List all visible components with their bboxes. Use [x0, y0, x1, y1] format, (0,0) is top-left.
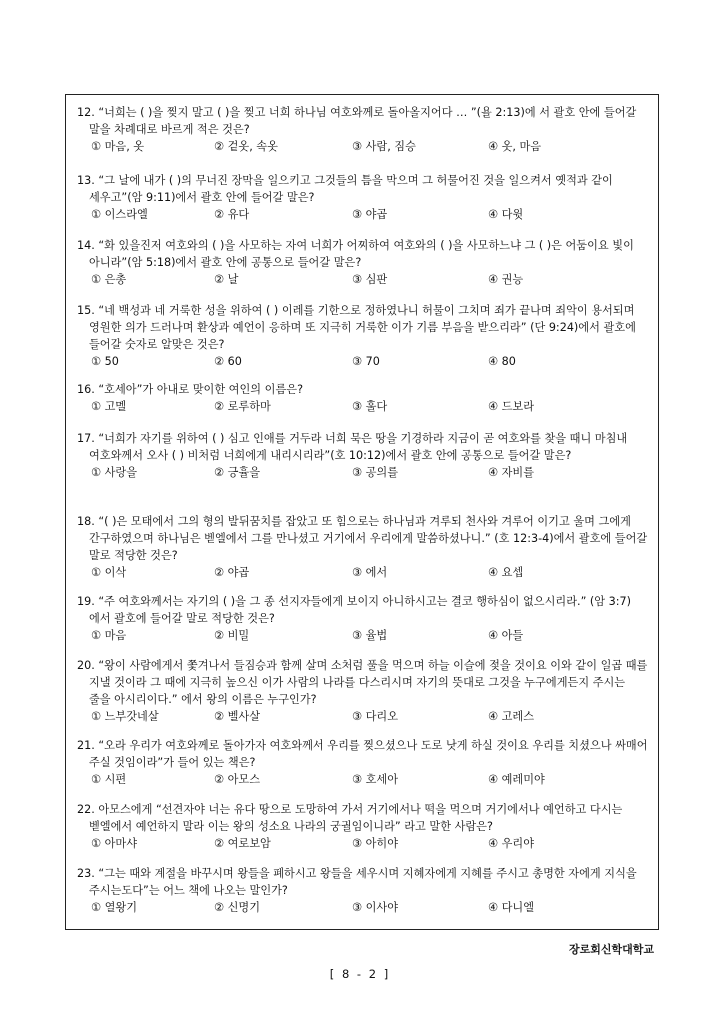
option-4[interactable]: ④ 다니엘	[488, 901, 535, 914]
question-23	[77, 865, 649, 916]
option-3[interactable]: ③ 호세아	[352, 773, 399, 786]
page-number: [ 8 - 2 ]	[329, 967, 391, 981]
option-3[interactable]: ③ 공의를	[352, 466, 399, 479]
option-2[interactable]: ② 아모스	[214, 773, 261, 786]
question-stem: 17. “너희가 자기를 위하여 ( ) 심고 인애를 거두라 너희 묵은 땅을 기경하라 지금이 곧 여호와를 찾을 때니 마침내 여호와께서 오사 ( ) 비처럼 너희에게 내리시리라”(호 10:12)에서 괄호 안에 공통으로 들어갈 말은?	[77, 432, 628, 462]
question-stem: 12. “너희는 ( )을 찢지 말고 ( )을 찢고 너희 하나님 여호와께로 돌아올지어다 … ”(욜 2:13)에 서 괄호 안에 들어갈 말을 차례대로 바르게 적은 것은?	[77, 106, 637, 136]
question-stem: 19. “주 여호와께서는 자기의 ( )을 그 종 선지자들에게 보이지 아니하시고는 결코 행하심이 없으시리라.” (암 3:7)에서 괄호에 들어갈 말로 적당한 것은?	[77, 595, 632, 625]
options-row	[77, 899, 649, 916]
options-row	[77, 464, 649, 481]
options-row	[77, 138, 649, 155]
question-stem: 21. “오라 우리가 여호와께로 돌아가자 여호와께서 우리를 찢으셨으나 도로 낫게 하실 것이요 우리를 치셨으나 싸매어 주실 것임이라”가 들어 있는 책은?	[77, 739, 648, 769]
option-1[interactable]: ① 열왕기	[91, 901, 138, 914]
options-row	[77, 771, 649, 788]
question-14	[77, 237, 649, 288]
school-name: 장로회신학대학교	[568, 943, 654, 956]
question-stem: 14. “화 있을진저 여호와의 ( )을 사모하는 자여 너희가 어찌하여 여호와의 ( )을 사모하느냐 그 ( )은 어둠이요 빛이 아니라”(암 5:18)에서 괄호 안에 공통으로 들어갈 말은?	[77, 239, 634, 269]
question-22	[77, 801, 649, 852]
option-4[interactable]: ④ 요셉	[488, 566, 524, 579]
option-1[interactable]: ① 느부갓네살	[91, 710, 159, 723]
question-19	[77, 593, 649, 644]
option-3[interactable]: ③ 다리오	[352, 710, 399, 723]
option-2[interactable]: ② 야곱	[214, 566, 250, 579]
option-4[interactable]: ④ 고레스	[488, 710, 535, 723]
option-1[interactable]: ① 은총	[91, 273, 127, 286]
option-4[interactable]: ④ 자비를	[488, 466, 535, 479]
option-2[interactable]: ② 여로보암	[214, 837, 271, 850]
option-2[interactable]: ② 비밀	[214, 629, 250, 642]
question-21	[77, 737, 649, 788]
question-stem: 16. “호세아”가 아내로 맞이한 여인의 이름은?	[77, 383, 304, 396]
option-3[interactable]: ③ 이사야	[352, 901, 399, 914]
question-20	[77, 657, 649, 725]
option-1[interactable]: ① 고멜	[91, 400, 127, 413]
options-row	[77, 353, 649, 370]
option-3[interactable]: ③ 훌다	[352, 400, 388, 413]
option-4[interactable]: ④ 80	[488, 355, 516, 368]
option-2[interactable]: ② 로루하마	[214, 400, 271, 413]
option-1[interactable]: ① 마음	[91, 629, 127, 642]
option-3[interactable]: ③ 70	[352, 355, 380, 368]
question-18	[77, 513, 649, 581]
question-15	[77, 302, 649, 370]
question-stem: 13. “그 날에 내가 ( )의 무너진 장막을 일으키고 그것들의 틈을 막으며 그 허물어진 것을 일으켜서 옛적과 같이 세우고”(암 9:11)에서 괄호 안에 들어갈 말은?	[77, 174, 613, 204]
option-3[interactable]: ③ 야곱	[352, 208, 388, 221]
option-3[interactable]: ③ 아히야	[352, 837, 399, 850]
question-16	[77, 381, 649, 415]
question-stem: 18. “( )은 모태에서 그의 형의 발뒤꿈치를 잡았고 또 힘으로는 하나님과 겨루되 천사와 겨루어 이기고 울며 그에게 간구하였으며 하나님은 벧엘에서 그를 만나셨고 거기에서 우리에게 말씀하셨나니.” (호 12:3-4)에서 괄호에 들어갈 말로 적당한 것은?	[77, 515, 648, 562]
option-2[interactable]: ② 60	[214, 355, 242, 368]
options-row	[77, 564, 649, 581]
question-stem: 22. 아모스에게 “선견자야 너는 유다 땅으로 도망하여 가서 거기에서나 떡을 먹으며 거기에서나 예언하고 다시는 벧엘에서 예언하지 말라 이는 왕의 성소요 나라의 궁궐임이니라” 라고 말한 사람은?	[77, 803, 623, 833]
option-1[interactable]: ① 이스라엘	[91, 208, 148, 221]
options-row	[77, 627, 649, 644]
option-3[interactable]: ③ 율법	[352, 629, 388, 642]
option-4[interactable]: ④ 옷, 마음	[488, 140, 542, 153]
question-stem: 15. “네 백성과 네 거룩한 성을 위하여 ( ) 이레를 기한으로 정하였나니 허물이 그치며 죄가 끝나며 죄악이 용서되며 영원한 의가 드러나며 환상과 예언이 응하며 또 지극히 거룩한 이가 기름 부음을 받으리라” (단 9:24)에서 괄호에 들어갈 숫자로 알맞은 것은?	[77, 304, 636, 351]
option-1[interactable]: ① 아마샤	[91, 837, 138, 850]
option-2[interactable]: ② 긍휼을	[214, 466, 261, 479]
option-1[interactable]: ① 마음, 옷	[91, 140, 145, 153]
option-1[interactable]: ① 사랑을	[91, 466, 138, 479]
options-row	[77, 271, 649, 288]
option-3[interactable]: ③ 사람, 짐승	[352, 140, 416, 153]
option-1[interactable]: ① 이삭	[91, 566, 127, 579]
options-row	[77, 206, 649, 223]
option-4[interactable]: ④ 예레미야	[488, 773, 545, 786]
option-3[interactable]: ③ 심판	[352, 273, 388, 286]
question-stem: 23. “그는 때와 계절을 바꾸시며 왕들을 폐하시고 왕들을 세우시며 지혜자에게 지혜를 주시고 총명한 자에게 지식을 주시는도다”는 어느 책에 나오는 말인가?	[77, 867, 637, 897]
option-2[interactable]: ② 날	[214, 273, 239, 286]
question-13	[77, 172, 649, 223]
option-4[interactable]: ④ 다윗	[488, 208, 524, 221]
option-1[interactable]: ① 50	[91, 355, 119, 368]
question-17	[77, 430, 649, 481]
option-4[interactable]: ④ 우리야	[488, 837, 535, 850]
options-row	[77, 398, 649, 415]
option-2[interactable]: ② 벨사살	[214, 710, 261, 723]
options-row	[77, 835, 649, 852]
option-2[interactable]: ② 겉옷, 속옷	[214, 140, 278, 153]
question-stem: 20. “왕이 사람에게서 쫓겨나서 들짐승과 함께 살며 소처럼 풀을 먹으며 하늘 이슬에 젖을 것이요 이와 같이 일곱 때를 지낼 것이라 그 때에 지극히 높으신 이가 사람의 나라를 다스리시며 자기의 뜻대로 그것을 누구에게든지 주시는 줄을 아시리이다.” 에서 왕의 이름은 누구인가?	[77, 659, 648, 706]
option-4[interactable]: ④ 권능	[488, 273, 524, 286]
option-1[interactable]: ① 시편	[91, 773, 127, 786]
option-4[interactable]: ④ 드보라	[488, 400, 535, 413]
question-12	[77, 104, 649, 155]
option-2[interactable]: ② 신명기	[214, 901, 261, 914]
option-2[interactable]: ② 유다	[214, 208, 250, 221]
option-4[interactable]: ④ 아들	[488, 629, 524, 642]
options-row	[77, 708, 649, 725]
option-3[interactable]: ③ 에서	[352, 566, 388, 579]
